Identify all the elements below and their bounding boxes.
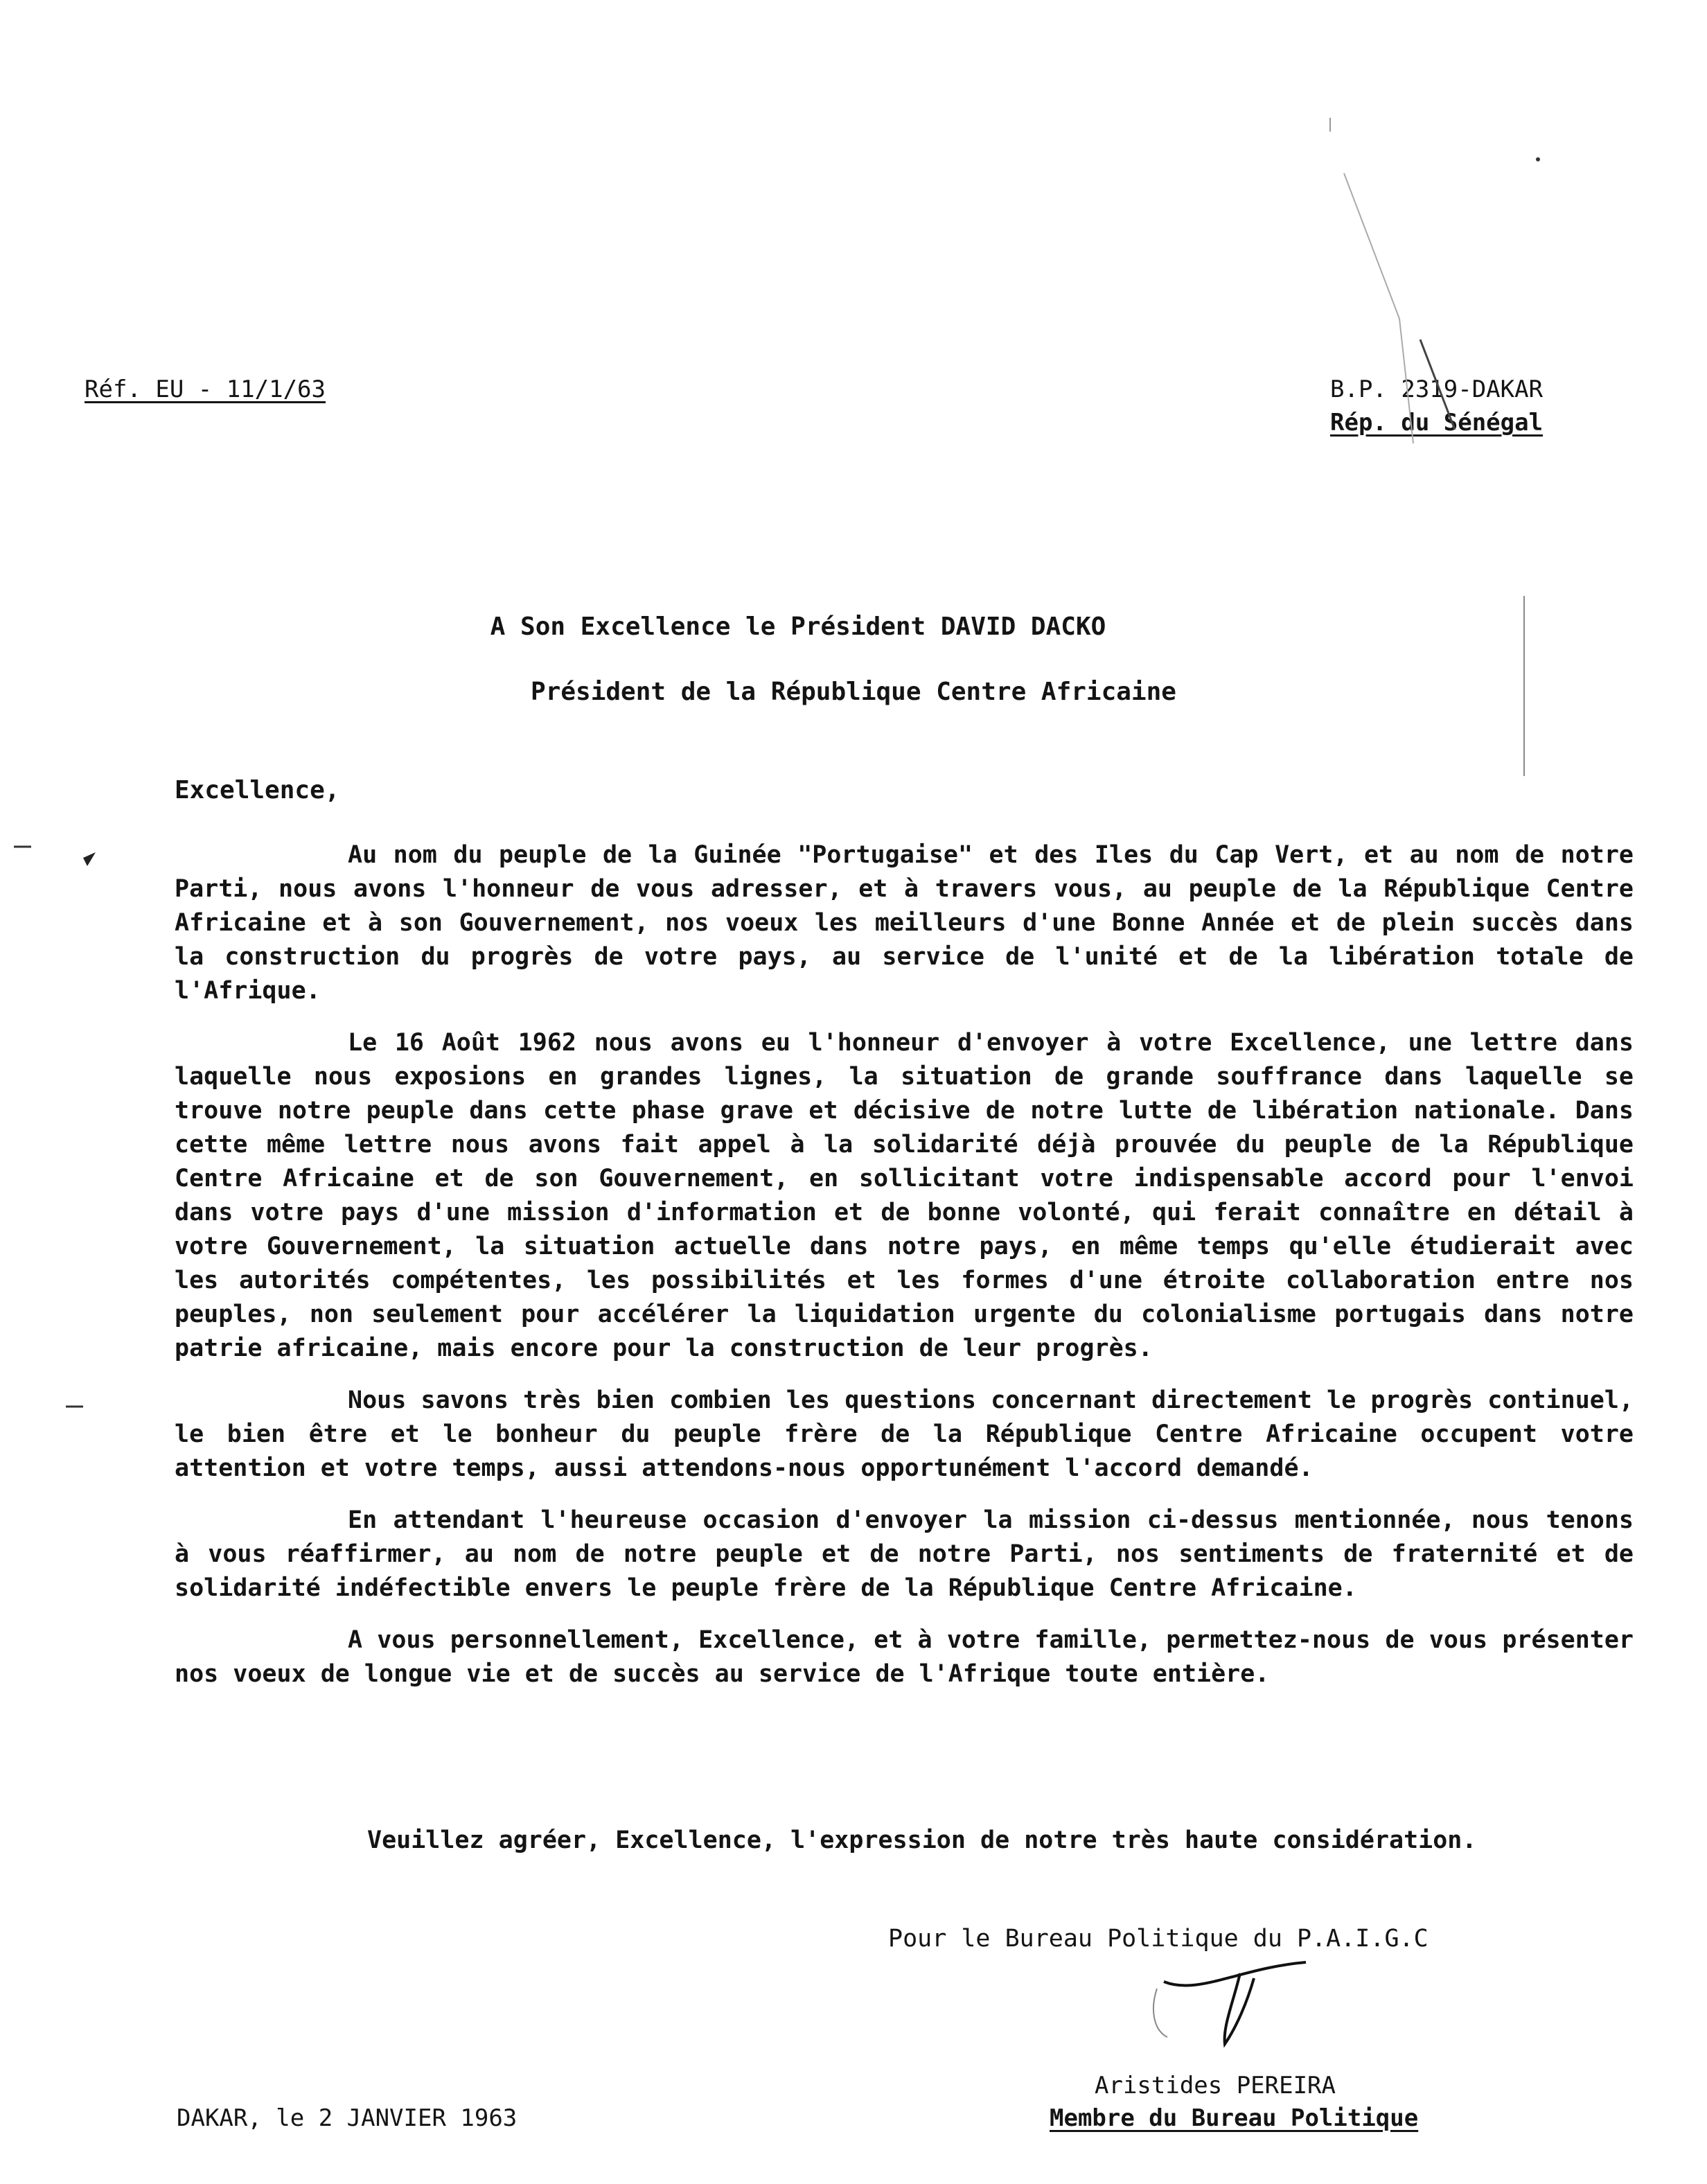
paragraph-personal-wishes: A vous personnellement, Excellence, et à votre famille, permettez-nous de vous présenter nos voeux de longue vie et de succès au service de l'Afrique toute entière. — [175, 1626, 1634, 1688]
signatory-role: Membre du Bureau Politique — [1050, 2104, 1419, 2132]
recipient-title: Président de la République Centre Africaine — [531, 678, 1176, 706]
scan-artifact-lines — [1316, 55, 1552, 783]
handwritten-signature — [1136, 1961, 1344, 2051]
signature-for-line: Pour le Bureau Politique du P.A.I.G.C — [888, 1925, 1429, 1953]
margin-marks — [0, 811, 104, 1434]
paragraph-awaiting-accord: Nous savons très bien combien les questions concernant directement le progrès continuel, le bien être et le bonheur du peuple frère de la République Centre Africaine occupent votre attention et votre temps, aussi attendons-nous opportunément l'accord demandé. — [175, 1386, 1634, 1482]
reference-number: Réf. EU - 11/1/63 — [85, 376, 326, 403]
paragraph-new-year-wishes: Au nom du peuple de la Guinée "Portugaise" et des Iles du Cap Vert, et au nom de notre Parti, nous avons l'honneur de vous adresser, et à travers vous, au peuple de la République Centre Africaine et à son Gouvernement, nos voeux les meilleurs d'une Bonne Année et de plein succès dans la construction du progrès de votre pays, au service de l'unité et de la libération totale de l'Afrique. — [175, 841, 1634, 1005]
paragraph-previous-letter: Le 16 Août 1962 nous avons eu l'honneur d'envoyer à votre Excellence, une lettre dans laquelle nous exposions en grandes lignes, la situation de grande souffrance dans laquelle se trouve notre peuple dans cette phase grave et décisive de notre lutte de libération nationale. Dans cette même lettre nous avons fait appel à la solidarité déjà prouvée du peuple de la République Centre Africaine et de son Gouvernement, en sollicitant votre indispensable accord pour l'envoi dans votre pays d'une mission d'information et de bonne volonté, qui ferait connaître en détail à votre Gouvernement, la situation actuelle dans notre pays, en même temps qu'elle étudierait avec les autorités compétentes, les possibilités et les formes d'une étroite collaboration entre nos peuples, non seulement pour accélérer la liquidation urgente du colonialisme portugais dans notre patrie africaine, mais encore pour la construction de leur progrès. — [175, 1029, 1634, 1362]
recipient-name: A Son Excellence le Président DAVID DACKO — [490, 613, 1106, 641]
letter-body — [175, 838, 1634, 1709]
dateline: DAKAR, le 2 JANVIER 1963 — [177, 2104, 518, 2132]
address-country: Rép. du Sénégal — [1330, 409, 1544, 437]
signatory-name: Aristides PEREIRA — [1095, 2072, 1336, 2099]
paragraph-reaffirmation: En attendant l'heureuse occasion d'envoyer la mission ci-dessus mentionnée, nous tenons à vous réaffirmer, au nom de notre peuple et de notre Parti, nos sentiments de fraternité et de solidarité indéfectible envers le peuple frère de la République Centre Africaine. — [175, 1506, 1634, 1602]
closing-formula: Veuillez agréer, Excellence, l'expression de notre très haute considération. — [367, 1826, 1477, 1854]
address-postal-box: B.P. 2319-DAKAR — [1330, 376, 1544, 403]
salutation: Excellence, — [175, 776, 340, 804]
